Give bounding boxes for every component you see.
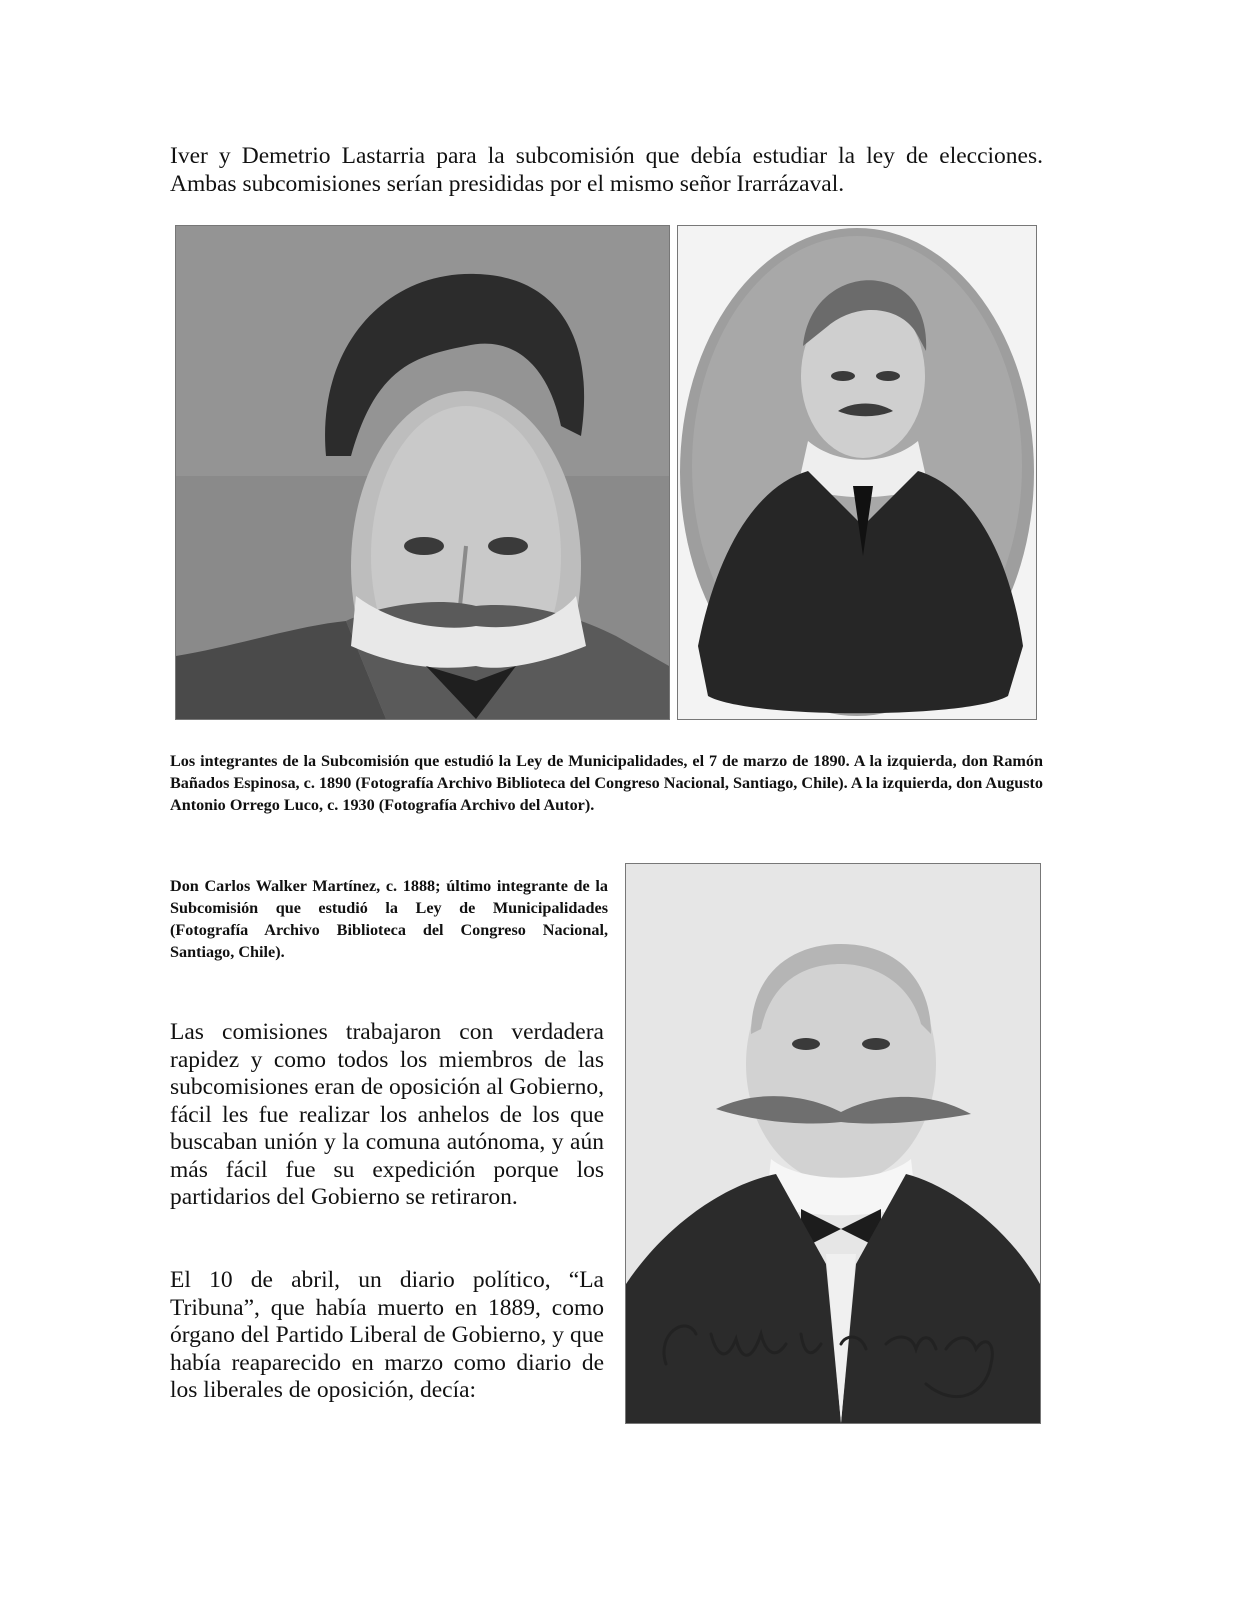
paragraph-commissions: Las comisiones trabajaron con verdadera rapidez y como todos los miembros de las subcomisiones eran de oposición al Gobierno, fácil les fue realizar los anhelos de los que buscaban unión y la comuna autónoma, y aún más fácil fue su expedición porque los partidarios del Gobierno se retiraron.: [170, 1019, 604, 1210]
figure-caption-walker: Don Carlos Walker Martínez, c. 1888; último integrante de la Subcomisión que estudió la Ley de Municipalidades (Fotografía Archivo Biblioteca del Congreso Nacional, Santiago, Chile).: [170, 877, 608, 961]
intro-paragraph: Iver y Demetrio Lastarria para la subcomisión que debía estudiar la ley de elecciones. Ambas subcomisiones serían presididas por el mismo señor Irarrázaval.: [170, 143, 1043, 197]
walker-signature-image: [626, 864, 1040, 1423]
figure-caption-top: Los integrantes de la Subcomisión que estudió la Ley de Municipalidades, el 7 de marzo de 1890. A la izquierda, don Ramón Bañados Espinosa, c. 1890 (Fotografía Archivo Biblioteca del Congreso Nacional, Santiago, Chile). A la izquierda, don Augusto Antonio Orrego Luco, c. 1930 (Fotografía Archivo del Autor).: [170, 752, 1043, 814]
portrait-banados-illustration: [176, 226, 669, 719]
portrait-banados-photo: [175, 225, 670, 720]
portrait-orrego-photo: [677, 225, 1037, 720]
portrait-walker-photo: [625, 863, 1041, 1424]
paragraph-la-tribuna: El 10 de abril, un diario político, “La Tribuna”, que había muerto en 1889, como órgano del Partido Liberal de Gobierno, y que había reaparecido en marzo como diario de los liberales de oposición, decía:: [170, 1267, 604, 1403]
portrait-orrego-illustration: [678, 226, 1036, 719]
